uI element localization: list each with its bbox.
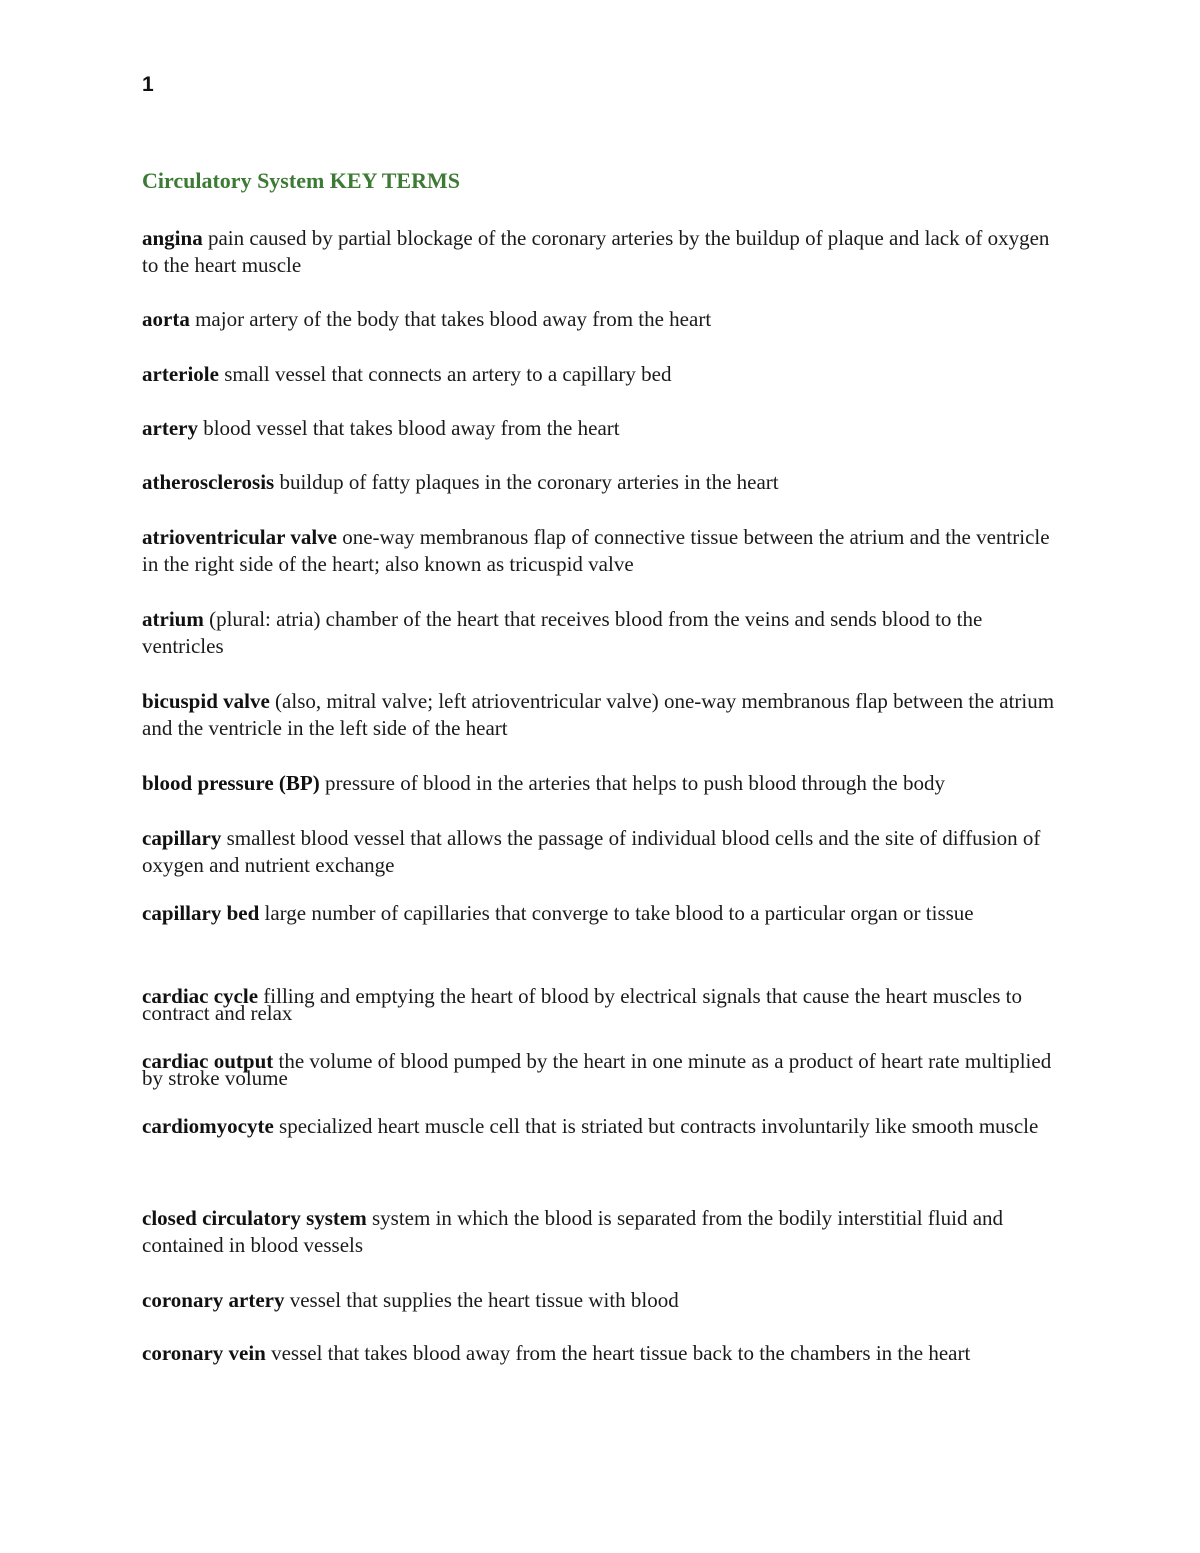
term-name: closed circulatory system bbox=[142, 1206, 367, 1230]
term-name: atrioventricular valve bbox=[142, 525, 337, 549]
term-entry-closed-circulatory-system bbox=[142, 1205, 1067, 1259]
term-definition: large number of capillaries that converge to take blood to a particular organ or tissue bbox=[259, 901, 974, 925]
term-name: atherosclerosis bbox=[142, 470, 275, 494]
term-entry-artery bbox=[142, 415, 1067, 442]
term-entry-atrioventricular-valve bbox=[142, 524, 1067, 578]
term-entry-angina bbox=[142, 225, 1067, 279]
term-entry-capillary-bed bbox=[142, 901, 1067, 925]
term-name: coronary vein bbox=[142, 1341, 266, 1365]
term-name: artery bbox=[142, 416, 198, 440]
term-name: arteriole bbox=[142, 362, 219, 386]
term-entry-cardiac-cycle bbox=[142, 984, 1067, 1025]
term-name: blood pressure (BP) bbox=[142, 771, 320, 795]
term-entry-atherosclerosis bbox=[142, 469, 1067, 496]
term-definition: vessel that supplies the heart tissue with blood bbox=[284, 1288, 679, 1312]
term-definition: one-way membranous flap of connective tissue between the atrium and the ventricle in the right side of the heart; also known as tricuspid valve bbox=[142, 525, 1050, 576]
term-entry-blood-pressure bbox=[142, 770, 1067, 797]
term-definition: smallest blood vessel that allows the passage of individual blood cells and the site of diffusion of oxygen and nutrient exchange bbox=[142, 826, 1041, 877]
term-definition: system in which the blood is separated from the bodily interstitial fluid and contained in blood vessels bbox=[142, 1206, 1004, 1257]
term-definition: vessel that takes blood away from the heart tissue back to the chambers in the heart bbox=[265, 1341, 971, 1365]
term-definition: filling and emptying the heart of blood by electrical signals that cause the heart muscles to contract and relax bbox=[142, 984, 1022, 1025]
term-entry-bicuspid-valve bbox=[142, 688, 1067, 742]
term-name: bicuspid valve bbox=[142, 689, 270, 713]
term-definition: major artery of the body that takes blood away from the heart bbox=[189, 307, 712, 331]
term-definition: specialized heart muscle cell that is striated but contracts involuntarily like smooth muscle bbox=[273, 1114, 1039, 1138]
term-definition: pain caused by partial blockage of the coronary arteries by the buildup of plaque and lack of oxygen to the heart muscle bbox=[142, 226, 1050, 277]
term-entry-cardiomyocyte bbox=[142, 1114, 1067, 1138]
term-definition: small vessel that connects an artery to a capillary bed bbox=[218, 362, 672, 386]
document-title: Circulatory System KEY TERMS bbox=[142, 168, 460, 193]
term-definition: (plural: atria) chamber of the heart that receives blood from the veins and sends blood to the ventricles bbox=[142, 607, 983, 658]
term-entry-atrium bbox=[142, 606, 1067, 660]
term-name: aorta bbox=[142, 307, 190, 331]
term-entry-coronary-vein bbox=[142, 1340, 1067, 1367]
term-name: cardiac output bbox=[142, 1049, 274, 1073]
page-number: 1 bbox=[142, 73, 154, 96]
term-name: cardiomyocyte bbox=[142, 1114, 274, 1138]
term-definition: the volume of blood pumped by the heart in one minute as a product of heart rate multiplied by stroke volume bbox=[142, 1049, 1052, 1090]
term-entry-coronary-artery bbox=[142, 1287, 1067, 1314]
term-name: atrium bbox=[142, 607, 204, 631]
term-entry-arteriole bbox=[142, 361, 1067, 388]
term-name: coronary artery bbox=[142, 1288, 285, 1312]
term-entry-cardiac-output bbox=[142, 1049, 1067, 1090]
term-definition: (also, mitral valve; left atrioventricular valve) one-way membranous flap between the atrium and the ventricle in the left side of the heart bbox=[142, 689, 1055, 740]
term-definition: blood vessel that takes blood away from the heart bbox=[197, 416, 620, 440]
term-definition: buildup of fatty plaques in the coronary arteries in the heart bbox=[274, 470, 779, 494]
term-entry-capillary bbox=[142, 825, 1067, 879]
term-name: cardiac cycle bbox=[142, 984, 259, 1008]
term-name: angina bbox=[142, 226, 203, 250]
term-name: capillary bbox=[142, 826, 222, 850]
term-name: capillary bed bbox=[142, 901, 260, 925]
term-entry-aorta bbox=[142, 306, 1067, 333]
term-definition: pressure of blood in the arteries that helps to push blood through the body bbox=[319, 771, 945, 795]
